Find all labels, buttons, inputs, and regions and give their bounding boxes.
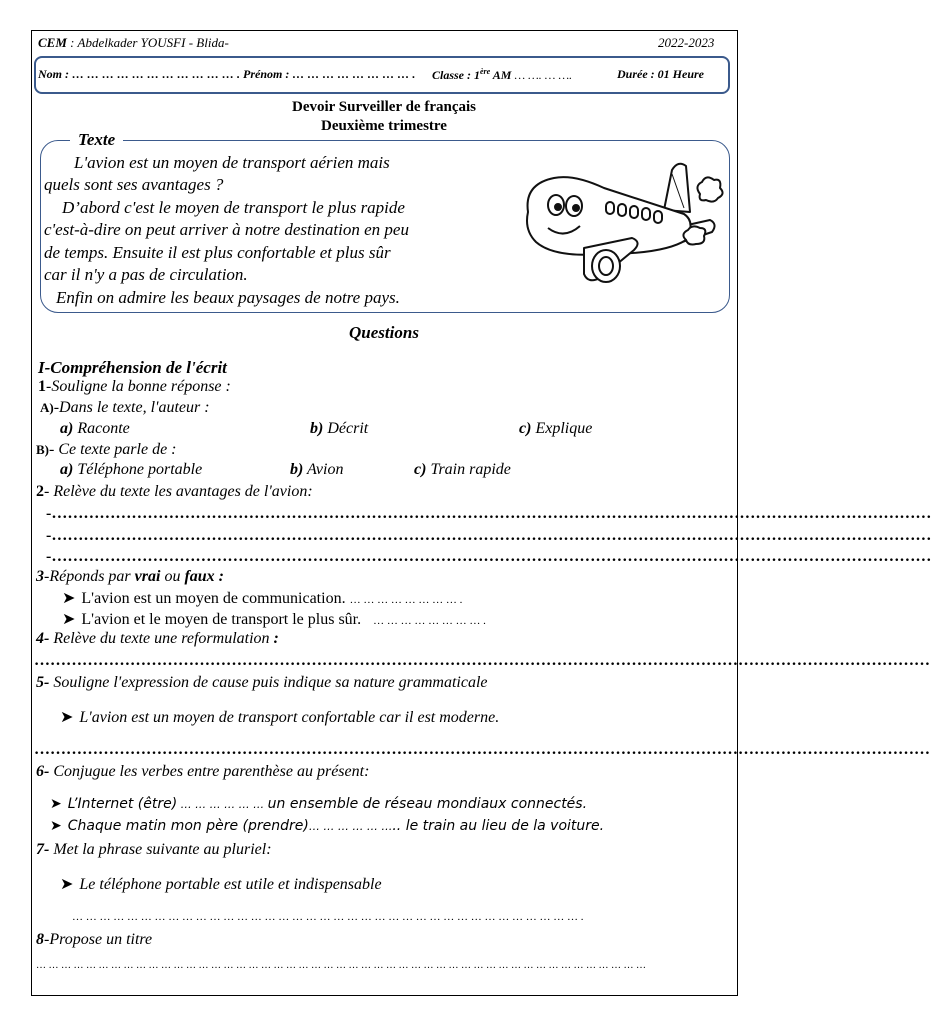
q1a-label: A): [40, 400, 54, 415]
q7-sentence-text: Le téléphone portable est utile et indispensable: [79, 876, 382, 893]
q3-item-1: [62, 588, 462, 608]
exam-title: Devoir Surveiller de français: [292, 99, 476, 115]
answer-line-1[interactable]: -…………………………………………………………………………………………………………………………………………………: [46, 505, 931, 522]
text-line-6: car il n'y a pas de circulation.: [44, 265, 248, 284]
q1b-label: B): [36, 442, 49, 457]
q1-instruction: [38, 378, 231, 396]
q1a-option-c[interactable]: [519, 420, 592, 438]
q6-instruction: [36, 763, 369, 781]
text-line-1: L'avion est un moyen de transport aérien mais: [74, 153, 390, 172]
q7-sentence: [60, 874, 382, 894]
q2-number: 2: [36, 483, 44, 500]
prenom-field[interactable]: Prénom : … … … … … … … … .: [243, 67, 416, 81]
q3-instruction: [36, 568, 224, 586]
classe-sup: ère: [480, 67, 491, 76]
q3-item-text: L'avion et le moyen de transport le plus sûr.: [81, 611, 362, 628]
q6-text: Conjugue les verbes entre parenthèse au présent:: [49, 763, 370, 780]
q5-sentence-text: L'avion est un moyen de transport confortable car il est moderne.: [79, 709, 500, 726]
q3-item-answer[interactable]: … … … … … … … … .: [373, 615, 486, 627]
q3-vrai: vrai: [134, 568, 161, 585]
q1a-option-a[interactable]: [60, 420, 130, 438]
classe-field[interactable]: [432, 67, 572, 83]
option-letter: b): [290, 461, 304, 478]
option-text: Train rapide: [426, 461, 511, 478]
q6-number: 6-: [36, 763, 50, 780]
q4-number: 4-: [36, 630, 50, 647]
q8-instruction: [36, 931, 152, 949]
q6-item-post: .. le train au lieu de la voiture.: [392, 818, 605, 834]
q6-item-post: un ensemble de réseau mondiaux connectés.: [267, 796, 588, 812]
q6-item-2: [50, 818, 604, 835]
q3-ou: ou: [160, 568, 185, 585]
option-letter: a): [60, 461, 74, 478]
classe-level: AM: [490, 68, 512, 82]
q3-number: 3: [36, 568, 44, 585]
option-text: Décrit: [323, 420, 369, 437]
q4-answer-line[interactable]: ……………………………………………………………………………………………………………………………………………………: [34, 652, 930, 669]
nom-field[interactable]: Nom : … … … … … … … … … … … .: [38, 67, 240, 81]
q5-text: Souligne l'expression de cause puis indique sa nature grammaticale: [49, 674, 488, 691]
option-text: Avion: [303, 461, 344, 478]
option-letter: a): [60, 420, 74, 437]
q6-item-pre: L’Internet (être): [67, 796, 178, 812]
option-letter: c): [519, 420, 532, 437]
q1b-option-b[interactable]: [290, 461, 343, 479]
q1a-prompt: [40, 399, 210, 417]
q6-item-answer[interactable]: … … … … … …: [177, 798, 268, 811]
q8-text: -Propose un titre: [44, 931, 153, 948]
q6-item-pre: Chaque matin mon père (prendre): [67, 818, 309, 834]
duree-field: Durée : 01 Heure: [617, 67, 704, 81]
text-line-7: Enfin on admire les beaux paysages de notre pays.: [56, 288, 400, 307]
q8-number: 8: [36, 931, 44, 948]
q3-colon: :: [214, 568, 224, 585]
option-text: Explique: [531, 420, 593, 437]
q4-instruction: [36, 630, 279, 648]
q2-instruction: [36, 483, 313, 501]
text-line-3: D’abord c'est le moyen de transport le plus rapide: [62, 198, 405, 217]
answer-line-2[interactable]: -…………………………………………………………………………………………………………………………………………………: [46, 527, 931, 544]
q1-number: 1: [38, 378, 46, 395]
q1-text: -Souligne la bonne réponse :: [46, 378, 231, 395]
q1b-text: - Ce texte parle de :: [49, 441, 177, 458]
q7-number: 7-: [36, 841, 50, 858]
cartoon-airplane-illustration: [514, 150, 726, 290]
cem-value: : Abdelkader YOUSFI - Blida-: [70, 35, 229, 50]
q4-colon: :: [269, 630, 279, 647]
q2-text: - Relève du texte les avantages de l'avion:: [44, 483, 313, 500]
q5-sentence[interactable]: [60, 707, 499, 727]
text-line-2: quels sont ses avantages ?: [44, 175, 224, 194]
q8-answer-line[interactable]: … … … … … … … … … … … … … … … … … … … … … … … … … … … … … … … … … … … … … … … … … … … … … … … … …: [36, 960, 646, 971]
q3-item-answer[interactable]: … … … … … … … … .: [349, 594, 463, 606]
q6-item-answer[interactable]: … … … … … …: [308, 820, 393, 833]
q3-item-text: L'avion est un moyen de communication.: [81, 590, 346, 607]
q1b-option-a[interactable]: [60, 461, 202, 479]
arrow-bullet-icon: ➤: [50, 819, 62, 834]
q1b-option-c[interactable]: [414, 461, 511, 479]
section-title: I-Compréhension de l'écrit: [38, 358, 227, 377]
q5-answer-line[interactable]: ……………………………………………………………………………………………………………………………………………………: [34, 741, 930, 758]
arrow-bullet-icon: ➤: [62, 611, 76, 628]
text-line-5: de temps. Ensuite il est plus confortable et plus sûr: [44, 243, 391, 262]
q1a-text: -Dans le texte, l'auteur :: [53, 399, 210, 416]
q7-text: Met la phrase suivante au pluriel:: [49, 841, 272, 858]
q5-instruction: [36, 674, 488, 692]
cem-label: CEM: [38, 35, 67, 50]
text-line-4: c'est-à-dire on peut arriver à notre destination en peu: [44, 220, 409, 239]
q5-number: 5-: [36, 674, 50, 691]
q7-answer-line[interactable]: … … … … … … … … … … … … … … … … … … … … … … … … … … … … … … … … … … … … … .: [72, 911, 584, 923]
q3-faux: faux: [184, 568, 215, 585]
arrow-bullet-icon: ➤: [62, 590, 76, 607]
answer-line-3[interactable]: -…………………………………………………………………………………………………………………………………………………: [46, 548, 931, 565]
q3-item-2: [62, 609, 486, 629]
q6-item-1: [50, 796, 587, 813]
arrow-bullet-icon: ➤: [60, 876, 74, 893]
exam-subtitle: Deuxième trimestre: [321, 118, 447, 134]
texte-label: Texte: [70, 130, 123, 150]
classe-label: Classe : 1: [432, 68, 480, 82]
q1b-prompt: [36, 441, 177, 459]
questions-heading: Questions: [349, 323, 419, 342]
q1a-option-b[interactable]: [310, 420, 368, 438]
arrow-bullet-icon: ➤: [50, 797, 62, 812]
school-year: 2022-2023: [658, 35, 715, 50]
option-text: Téléphone portable: [73, 461, 203, 478]
q7-instruction: [36, 841, 272, 859]
q4-text: Relève du texte une reformulation: [49, 630, 270, 647]
option-letter: c): [414, 461, 427, 478]
classe-dots: … …. … ….: [514, 68, 573, 82]
school-line: [38, 35, 229, 51]
option-text: Raconte: [73, 420, 130, 437]
q3-text: -Réponds par: [44, 568, 135, 585]
option-letter: b): [310, 420, 324, 437]
arrow-bullet-icon: ➤: [60, 709, 74, 726]
